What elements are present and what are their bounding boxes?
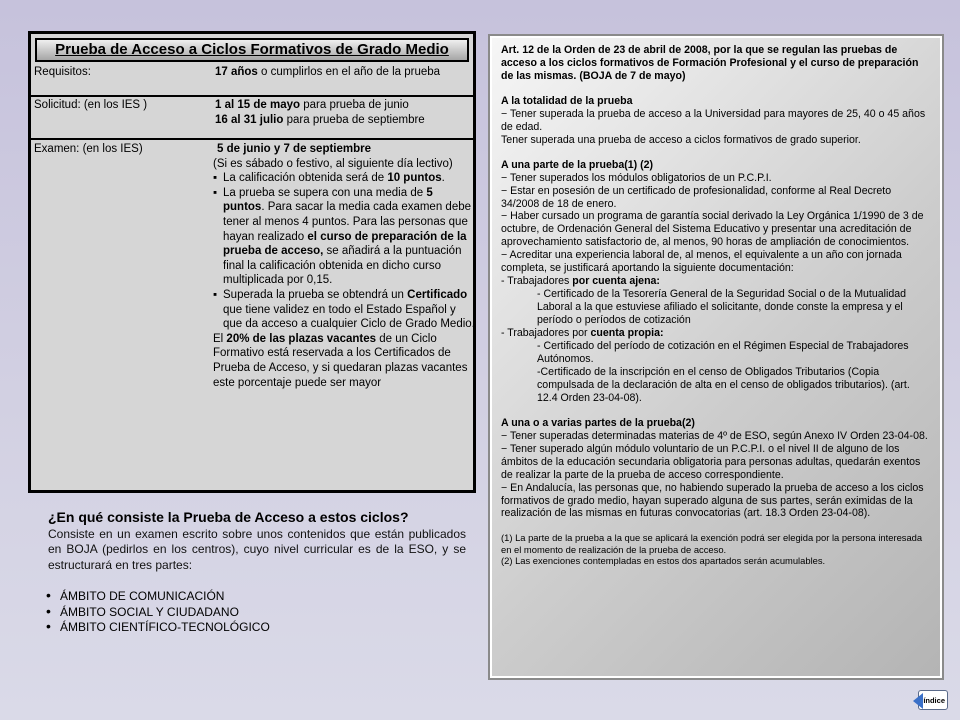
solicitud-label: Solicitud: (en los IES ) <box>34 99 148 111</box>
list-item: • ÁMBITO SOCIAL Y CIUDADANO <box>44 605 270 621</box>
arrow-left-icon <box>913 693 923 709</box>
list-item: • ÁMBITO DE COMUNICACIÓN <box>44 589 270 605</box>
footnote: (1) La parte de la prueba a la que se aplicará la exención podrá ser elegida por la persona interesada en el momento de realización de la prueba de acceso. <box>501 532 923 555</box>
plazas-note: El 20% de las plazas vacantes de un Ciclo Formativo está reservada a los Certificados de Prueba de Acceso, y si quedaran plazas vacantes este porcentaje puede ser mayor <box>213 332 468 389</box>
ambitos-list <box>44 589 270 636</box>
examen-label: Examen: (en los IES) <box>34 143 143 155</box>
row-divider <box>31 138 473 140</box>
article-panel: Art. 12 de la Orden de 23 de abril de 2008, por la que se regulan las pruebas de acceso a los ciclos formativos de Formación Profesional y el curso de preparación de las mismas. (BOJA de 7 de mayo) A la totalidad de la prueba − Tener superada la prueba de acceso a la Universidad para mayores de 25, 40 o 45 años de edad. Tener superada una prueba de acceso a ciclos formativos de grado superior. A una parte de la prueba(1) (2) − Tener superados los módulos obligatorios de un P.C.P.I. − Estar en posesión de un certificado de profesionalidad, conforme al Real Decreto 34/2008 de 18 de enero. − Haber cursado un programa de garantía social derivado la Ley Orgánica 1/1990 de 3 de octubre, de Ordenación General del Sistema Educativo y presentar una acreditación de aprovechamiento satisfactorio de, al menos, 90 horas de ampliación de conocimientos. − Acreditar una experiencia laboral de, al menos, el equivalente a un año con jornada completa, se justificará aportando la siguiente documentación: - Trabajadores por cuenta ajena: - Certificado de la Tesorería General de la Seguridad Social o de la Mutualidad Laboral a la que estuviese afiliado el solicitante, donde conste la empresa y el período o períodos de cotización - Trabajadores por cuenta propia: - Certificado del período de cotización en el Régimen Especial de Trabajadores Autónomos. -Certificado de la inscripción en el censo de Obligados Tributarios (Copia compulsada de la declaración de alta en el censo de obligados tributarios). (art. 12.4 Orden 23-04-08). A una o a varias partes de la prueba(2) − Tener superadas determinadas materias de 4º de ESO, según Anexo IV Orden 23-04-08. − Tener superado algún módulo voluntario de un P.C.P.I. o el nivel II de alguno de los ámbitos de la educación secundaria obligatoria para personas adultas, quedarán exentos de realizar la parte de la prueba de acceso correspondiente. − En Andalucía, las personas que, no habiendo superado la prueba de acceso a los ciclos formativos de grado medio, hayan superado alguna de sus partes, serán eximidas de la realización de las mismas en futuras convocatorias (art. 18.3 Orden 23-04-08). (1) La parte de la prueba a la que se aplicará la exención podrá ser elegida por la persona interesada en el momento de realización de la prueba de acceso. (2) Las exenciones contempladas en estos dos apartados serán acumulables. <box>490 36 942 678</box>
totalidad-title: A la totalidad de la prueba <box>501 94 633 107</box>
question-body: Consiste en un examen escrito sobre unos contenidos que están publicados en BOJA (pedirlos en los centros), cuyo nivel curricular es de la ESO, y se estructurará en tres partes: <box>48 526 466 572</box>
requirements-table <box>28 31 476 493</box>
bullet-calificacion: ▪ La calificación obtenida será de 10 puntos. <box>213 171 477 186</box>
examen-bullets <box>213 171 477 332</box>
varias-title: A una o a varias partes de la prueba(2) <box>501 416 695 429</box>
requisitos-value: 17 años o cumplirlos en el año de la prueba <box>215 66 441 78</box>
question-block <box>48 510 466 573</box>
index-button[interactable]: índice <box>918 690 948 710</box>
examen-value: 5 de junio y 7 de septiembre (Si es sábado o festivo, al siguiente día lectivo) ▪ La calificación obtenida será de 10 puntos. ▪ La prueba se supera con una media de 5 puntos. Para sacar la media cada examen debe tener al menos 4 puntos. Para las personas que hayan realizado el curso de preparación de la prueba de acceso, se añadirá a la puntuación final la calificación obtenida en dicho curso multiplicada por 0,15. ▪ Superada la prueba se obtendrá un Certificado que tiene validez en todo el Estado Español y que da acceso a cualquier Ciclo de Grado Medio. El 20% de las plazas vacantes de un Ciclo Formativo está reservada a los Certificados de Prueba de Acceso, y si quedaran plazas vacantes este porcentaje puede ser mayor <box>213 142 477 390</box>
row-divider <box>31 95 473 97</box>
bullet-media: ▪ La prueba se supera con una media de 5 puntos. Para sacar la media cada examen debe tener al menos 4 puntos. Para las personas que hayan realizado el curso de preparación de la prueba de acceso, se añadirá a la puntuación final la calificación obtenida en dicho curso multiplicada por 0,15. <box>213 186 477 288</box>
footnote: (2) Las exenciones contempladas en estos dos apartados serán acumulables. <box>501 555 826 567</box>
requisitos-label: Requisitos: <box>34 66 91 78</box>
table-title: Prueba de Acceso a Ciclos Formativos de Grado Medio <box>35 38 469 62</box>
solicitud-value: 1 al 15 de mayo para prueba de junio 16 al 31 julio para prueba de septiembre <box>215 99 425 126</box>
una-parte-title: A una parte de la prueba(1) (2) <box>501 158 654 171</box>
bullet-certificado: ▪ Superada la prueba se obtendrá un Certificado que tiene validez en todo el Estado Español y que da acceso a cualquier Ciclo de Grado Medio. <box>213 288 477 332</box>
list-item: • ÁMBITO CIENTÍFICO-TECNOLÓGICO <box>44 620 270 636</box>
article-header: Art. 12 de la Orden de 23 de abril de 2008, por la que se regulan las pruebas de acceso a los ciclos formativos de Formación Profesional y el curso de preparación de las mismas. (BOJA de 7 de mayo) <box>501 44 919 82</box>
dates-note: (Si es sábado o festivo, al siguiente día lectivo) <box>213 157 453 170</box>
question-title: ¿En qué consiste la Prueba de Acceso a estos ciclos? <box>48 509 409 525</box>
